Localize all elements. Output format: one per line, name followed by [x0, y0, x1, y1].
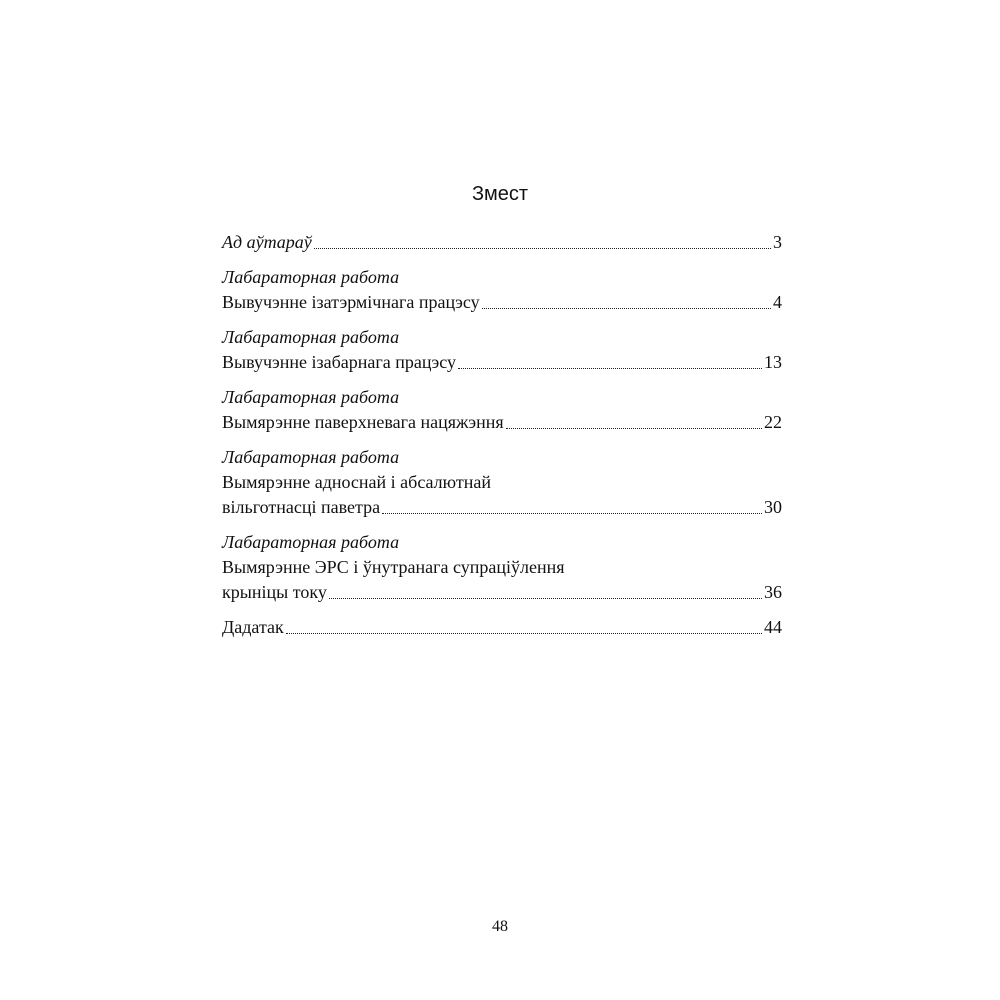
toc-entry-page: 36: [764, 582, 782, 602]
toc-entry-page: 22: [764, 412, 782, 432]
dot-leader: [329, 598, 762, 599]
toc-entry-page: 4: [773, 292, 782, 312]
toc-entry-heading: Лабараторная работа: [222, 387, 400, 407]
page-number: 48: [492, 918, 508, 935]
toc-entry-heading: Лабараторная работа: [222, 267, 400, 287]
toc-entry-title: Дадатак: [222, 617, 284, 637]
toc-entry-lab-5: [222, 530, 782, 605]
toc-entry-lab-1: [222, 265, 782, 315]
dot-leader: [286, 633, 762, 634]
toc-entry-title-line: Вымярэнне ЭРС і ўнутранага супраціўлення: [222, 557, 565, 577]
toc-entry-page: 3: [773, 232, 782, 252]
toc-entry-line[interactable]: [222, 615, 782, 640]
toc-entry-line[interactable]: [222, 350, 782, 375]
toc-entry-title: Вымярэнне паверхневага нацяжэння: [222, 412, 504, 432]
toc-entry-line[interactable]: [222, 495, 782, 520]
toc-entry-title: Вывучэнне ізабарнага працэсу: [222, 352, 456, 372]
toc-entry-line[interactable]: [222, 290, 782, 315]
toc-title: Змест: [471, 183, 529, 205]
toc-entry-lab-2: [222, 325, 782, 375]
toc-entry-page: 44: [764, 617, 782, 637]
toc-entry-lab-4: [222, 445, 782, 520]
toc-entry-lab-3: [222, 385, 782, 435]
toc-entry-title: вільготнасці паветра: [222, 497, 381, 517]
toc-entry-heading: Лабараторная работа: [222, 327, 400, 347]
toc-entry-page: 13: [764, 352, 782, 372]
dot-leader: [506, 428, 762, 429]
toc-entry-preface: [222, 230, 782, 255]
toc-entry-title: Вывучэнне ізатэрмічнага працэсу: [222, 292, 480, 312]
toc-entry-line[interactable]: [222, 410, 782, 435]
toc-entry-title: Ад аўтараў: [222, 232, 312, 252]
toc-entry-title-line: Вымярэнне адноснай і абсалютнай: [222, 472, 491, 492]
toc-entry-page: 30: [764, 497, 782, 517]
toc-entry-appendix: [222, 615, 782, 640]
dot-leader: [382, 513, 762, 514]
toc-entry-line[interactable]: [222, 580, 782, 605]
toc-entry-line[interactable]: [222, 230, 782, 255]
table-of-contents: [222, 230, 782, 640]
dot-leader: [458, 368, 762, 369]
toc-entry-heading: Лабараторная работа: [222, 447, 400, 467]
toc-entry-heading: Лабараторная работа: [222, 532, 400, 552]
toc-entry-title: крыніцы току: [222, 582, 327, 602]
dot-leader: [482, 308, 771, 309]
dot-leader: [314, 248, 771, 249]
